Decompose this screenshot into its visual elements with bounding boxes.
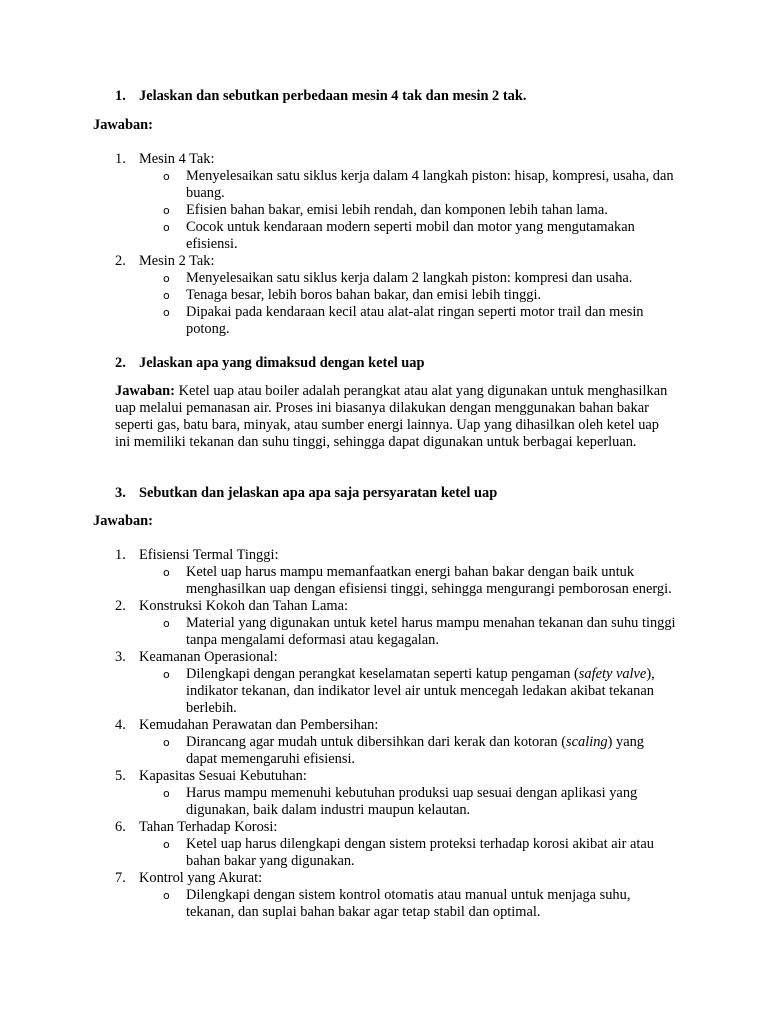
bullet-icon: o xyxy=(163,566,170,579)
answer-3-list xyxy=(0,547,768,921)
question-text: Jelaskan apa yang dimaksud dengan ketel uap xyxy=(139,355,425,371)
sub-point-text-part: ), indikator tekanan, dan indikator level air untuk mencegah ledakan akibat tekanan berlebih. xyxy=(186,666,655,716)
bullet-icon: o xyxy=(163,289,170,302)
item-title: Kontrol yang Akurat: xyxy=(139,870,263,886)
answer-2-text: Ketel uap atau boiler adalah perangkat atau alat yang digunakan untuk menghasilkan uap melalui pemanasan air. Proses ini biasanya dilakukan dengan menggunakan bahan bakar seperti gas, batu bara, minyak, atau sumber energi lainnya. Uap yang dihasilkan oleh ketel uap ini memiliki tekanan dan suhu tinggi, sehingga dapat digunakan untuk berbagai keperluan. xyxy=(115,383,668,450)
sub-point-text: Dipakai pada kendaraan kecil atau alat-alat ringan seperti motor trail dan mesin potong. xyxy=(186,304,644,337)
sub-point xyxy=(0,734,768,768)
sub-point xyxy=(0,202,768,219)
sub-point xyxy=(0,615,768,649)
sub-point-text: Efisien bahan bakar, emisi lebih rendah, dan komponen lebih tahan lama. xyxy=(186,202,608,218)
bullet-icon: o xyxy=(163,204,170,217)
answer-label: Jawaban: xyxy=(115,383,175,399)
item-title: Keamanan Operasional: xyxy=(139,649,278,665)
sub-point xyxy=(0,887,768,921)
sub-point-text-part: Dilengkapi dengan perangkat keselamatan seperti katup pengaman ( xyxy=(186,666,579,682)
italic-term: safety valve xyxy=(578,666,647,682)
sub-point xyxy=(0,564,768,598)
item-number: 3. xyxy=(115,649,126,665)
answer-2-paragraph xyxy=(115,383,675,451)
item-number: 7. xyxy=(115,870,126,886)
item-title: Mesin 4 Tak: xyxy=(139,151,215,167)
item-number: 2. xyxy=(115,253,126,269)
list-item xyxy=(0,717,768,734)
bullet-icon: o xyxy=(163,617,170,630)
question-number: 1. xyxy=(115,88,126,104)
sub-point-text: Material yang digunakan untuk ketel harus mampu menahan tekanan dan suhu tinggi tanpa mengalami deformasi atau kegagalan. xyxy=(186,615,676,648)
item-title: Tahan Terhadap Korosi: xyxy=(139,819,278,835)
list-item xyxy=(0,547,768,564)
sub-point-text: Cocok untuk kendaraan modern seperti mobil dan motor yang mengutamakan efisiensi. xyxy=(186,219,635,252)
bullet-icon: o xyxy=(163,306,170,319)
sub-point xyxy=(0,785,768,819)
sub-point xyxy=(0,219,768,253)
item-title: Efisiensi Termal Tinggi: xyxy=(139,547,279,563)
answer-label: Jawaban: xyxy=(93,117,153,133)
sub-point-text: Ketel uap harus dilengkapi dengan sistem proteksi terhadap korosi akibat air atau bahan bakar yang digunakan. xyxy=(186,836,654,869)
sub-point-text: Ketel uap harus mampu memanfaatkan energi bahan bakar dengan baik untuk menghasilkan uap dengan efisiensi tinggi, sehingga mengurangi pemborosan energi. xyxy=(186,564,672,597)
item-title: Mesin 2 Tak: xyxy=(139,253,215,269)
item-number: 5. xyxy=(115,768,126,784)
sub-point-text xyxy=(186,734,676,768)
italic-term: scaling xyxy=(566,734,608,750)
question-text: Jelaskan dan sebutkan perbedaan mesin 4 tak dan mesin 2 tak. xyxy=(139,88,527,104)
sub-point-text-part: ) yang dapat memengaruhi efisiensi. xyxy=(186,734,644,767)
sub-point xyxy=(0,287,768,304)
item-number: 1. xyxy=(115,547,126,563)
bullet-icon: o xyxy=(163,736,170,749)
sub-point xyxy=(0,836,768,870)
list-item xyxy=(0,819,768,836)
bullet-icon: o xyxy=(163,272,170,285)
sub-point-text: Menyelesaikan satu siklus kerja dalam 4 langkah piston: hisap, kompresi, usaha, dan buang. xyxy=(186,168,674,201)
sub-point-text: Menyelesaikan satu siklus kerja dalam 2 langkah piston: kompresi dan usaha. xyxy=(186,270,633,286)
sub-point xyxy=(0,270,768,287)
sub-point xyxy=(0,168,768,202)
sub-point-text: Harus mampu memenuhi kebutuhan produksi uap sesuai dengan aplikasi yang digunakan, baik dalam industri maupun kelautan. xyxy=(186,785,638,818)
question-number: 3. xyxy=(115,485,126,501)
sub-point xyxy=(0,304,768,338)
item-title: Kemudahan Perawatan dan Pembersihan: xyxy=(139,717,379,733)
list-item xyxy=(0,870,768,887)
question-text: Sebutkan dan jelaskan apa apa saja persyaratan ketel uap xyxy=(139,485,498,501)
item-title: Kapasitas Sesuai Kebutuhan: xyxy=(139,768,307,784)
list-item xyxy=(0,768,768,785)
list-item xyxy=(0,598,768,615)
question-number: 2. xyxy=(115,355,126,371)
bullet-icon: o xyxy=(163,787,170,800)
bullet-icon: o xyxy=(163,170,170,183)
item-number: 6. xyxy=(115,819,126,835)
bullet-icon: o xyxy=(163,221,170,234)
answer-label: Jawaban: xyxy=(93,513,153,529)
sub-point-text xyxy=(186,666,676,717)
bullet-icon: o xyxy=(163,838,170,851)
bullet-icon: o xyxy=(163,889,170,902)
item-title: Konstruksi Kokoh dan Tahan Lama: xyxy=(139,598,348,614)
list-item xyxy=(0,649,768,666)
item-number: 1. xyxy=(115,151,126,167)
sub-point-text-part: Dirancang agar mudah untuk dibersihkan dari kerak dan kotoran ( xyxy=(186,734,567,750)
item-number: 2. xyxy=(115,598,126,614)
answer-1-list xyxy=(0,151,768,338)
list-item xyxy=(0,151,768,168)
sub-point xyxy=(0,666,768,717)
item-number: 4. xyxy=(115,717,126,733)
bullet-icon: o xyxy=(163,668,170,681)
sub-point-text: Tenaga besar, lebih boros bahan bakar, dan emisi lebih tinggi. xyxy=(186,287,542,303)
sub-point-text: Dilengkapi dengan sistem kontrol otomatis atau manual untuk menjaga suhu, tekanan, dan suplai bahan bakar agar tetap stabil dan optimal. xyxy=(186,887,631,920)
list-item xyxy=(0,253,768,270)
